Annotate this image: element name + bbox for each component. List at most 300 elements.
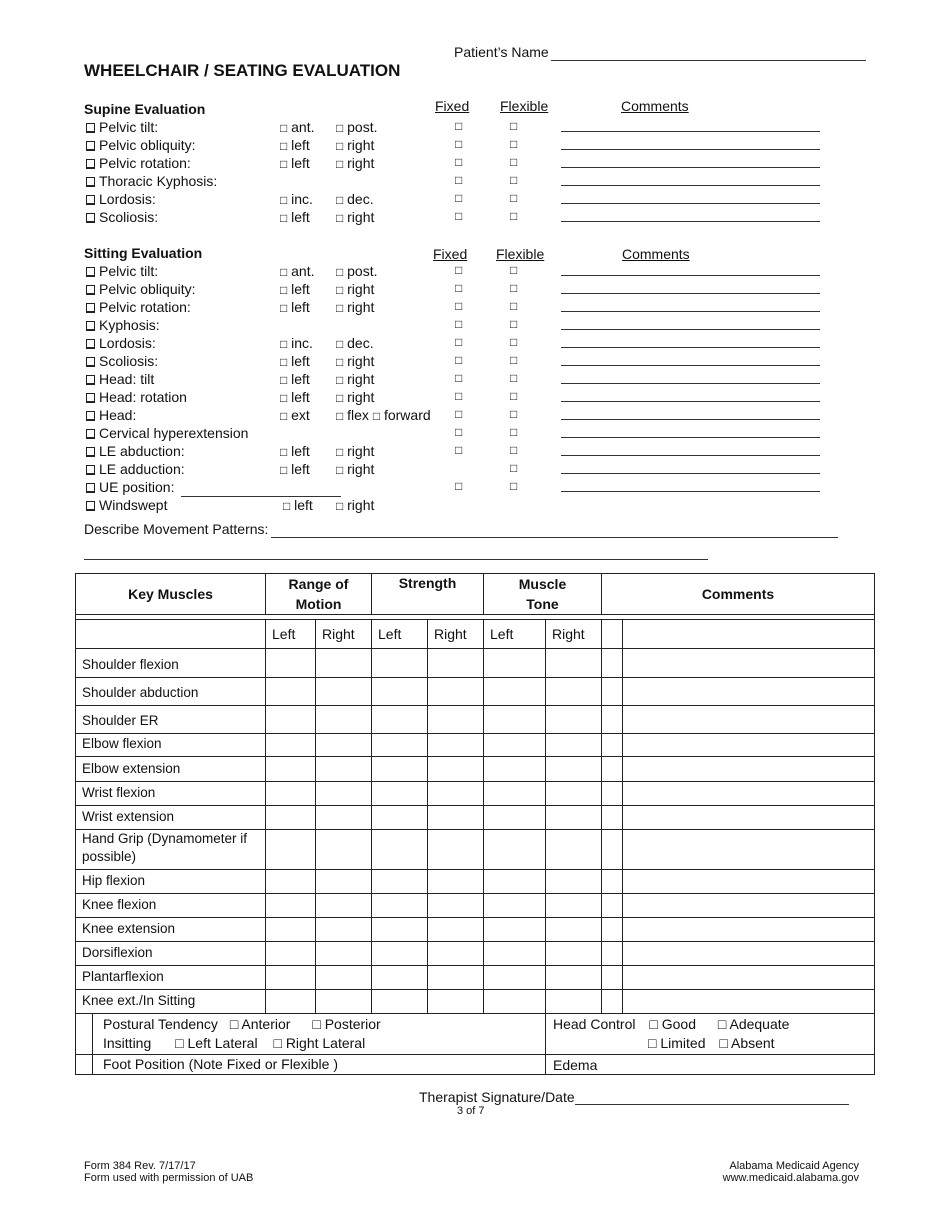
sitting-row-0-comment-field[interactable] [561,275,820,276]
sitting-row-6-flexible-checkbox[interactable]: □ [510,371,518,385]
sitting-row-6-comment-field[interactable] [561,383,820,384]
sitting-row-9-comment-field[interactable] [561,437,820,438]
supine-row-1-option1[interactable]: □ left [280,137,310,153]
table-cell[interactable] [316,894,372,918]
checkbox-icon[interactable] [86,159,95,169]
table-cell[interactable] [316,942,372,966]
table-cell[interactable] [602,757,623,782]
sitting-row-7-label[interactable] [86,389,187,405]
movement-patterns-field[interactable] [271,537,838,538]
permission-note: Form used with permission of UAB [84,1172,254,1184]
table-cell[interactable] [266,782,316,806]
sitting-row-13-label[interactable] [86,497,167,513]
sitting-row-2-label[interactable] [86,299,191,315]
supine-row-1-option2[interactable]: □ right [336,137,375,153]
table-cell[interactable] [484,990,546,1014]
table-cell[interactable] [266,678,316,706]
head-control-label: Head Control [553,1016,636,1032]
checkbox-icon[interactable] [86,393,95,403]
table-cell[interactable] [372,757,428,782]
table-cell[interactable] [372,706,428,734]
table-cell[interactable] [602,678,623,706]
table-cell[interactable] [372,918,428,942]
table-cell[interactable] [372,830,428,870]
sitting-row-10-option2[interactable]: □ right [336,443,375,459]
table-cell[interactable] [484,870,546,894]
table-cell[interactable] [428,678,484,706]
checkbox-icon[interactable] [86,357,95,367]
row-label: Thoracic Kyphosis: [99,173,218,189]
table-cell[interactable] [623,757,875,782]
row-label: UE position: [99,479,175,495]
supine-fixed-header: Fixed [435,98,470,114]
sitting-row-6-option1[interactable]: □ left [280,371,310,387]
table-row [76,870,875,894]
sitting-row-1-flexible-checkbox[interactable]: □ [510,281,518,295]
table-cell[interactable] [623,830,875,870]
movement-patterns-label: Describe Movement Patterns: [84,521,269,537]
therapist-signature-field[interactable] [575,1104,849,1105]
left-lateral-option[interactable]: □ Left Lateral [175,1035,258,1051]
sitting-row-9-fixed-checkbox[interactable]: □ [455,425,463,439]
table-cell[interactable] [372,942,428,966]
table-cell[interactable] [266,870,316,894]
table-row [76,757,875,782]
table-cell[interactable] [484,806,546,830]
sitting-row-0-option2[interactable]: □ post. [336,263,378,279]
table-cell[interactable] [372,734,428,757]
sitting-row-7-flexible-checkbox[interactable]: □ [510,389,518,403]
table-cell[interactable] [316,806,372,830]
supine-row-5-option2[interactable]: □ right [336,209,375,225]
checkbox-icon[interactable] [86,285,95,295]
rom-header-line2: Motion [295,596,342,612]
table-cell[interactable] [484,966,546,990]
table-cell[interactable] [484,942,546,966]
sitting-row-3-comment-field[interactable] [561,329,820,330]
checkbox-icon[interactable] [86,411,95,421]
sitting-row-9-label[interactable] [86,425,248,441]
sitting-row-9-flexible-checkbox[interactable]: □ [510,425,518,439]
sitting-row-7-option1[interactable]: □ left [280,389,310,405]
sitting-row-11-label[interactable] [86,461,185,477]
table-cell[interactable] [623,678,875,706]
table-cell[interactable] [484,894,546,918]
sitting-row-12-label[interactable] [86,479,174,495]
sitting-row-4-option2[interactable]: □ dec. [336,335,374,351]
table-cell[interactable] [428,649,484,678]
table-cell[interactable] [316,966,372,990]
sitting-row-11-option1[interactable]: □ left [280,461,310,477]
table-cell[interactable] [546,734,602,757]
sitting-row-1-label[interactable] [86,281,196,297]
sitting-row-11-option2[interactable]: □ right [336,461,375,477]
supine-row-4-label[interactable] [86,191,156,207]
limited-option[interactable]: □ Limited [648,1035,706,1051]
sitting-row-13-option2[interactable]: □ right [336,497,375,513]
tone-header-line1: Muscle [518,576,567,592]
table-cell[interactable] [372,870,428,894]
table-cell[interactable] [623,706,875,734]
supine-row-1-flexible-checkbox[interactable]: □ [510,137,518,151]
sitting-row-7-option2[interactable]: □ right [336,389,375,405]
sitting-row-0-label[interactable] [86,263,158,279]
table-cell[interactable] [546,757,602,782]
checkbox-icon[interactable] [86,267,95,277]
sitting-row-11-comment-field[interactable] [561,473,820,474]
absent-option[interactable]: □ Absent [719,1035,775,1051]
supine-row-2-option2[interactable]: □ right [336,155,375,171]
table-cell[interactable] [266,806,316,830]
table-cell[interactable] [428,782,484,806]
sitting-row-7-fixed-checkbox[interactable]: □ [455,389,463,403]
table-cell[interactable] [266,894,316,918]
supine-row-0-option2[interactable]: □ post. [336,119,378,135]
sitting-row-8-fixed-checkbox[interactable]: □ [455,407,463,421]
table-cell[interactable] [546,966,602,990]
table-cell[interactable] [372,678,428,706]
checkbox-icon[interactable] [86,213,95,223]
table-cell[interactable] [602,918,623,942]
sitting-row-12-fixed-checkbox[interactable]: □ [455,479,463,493]
sitting-row-6-option2[interactable]: □ right [336,371,375,387]
table-cell[interactable] [428,757,484,782]
supine-row-4-fixed-checkbox[interactable]: □ [455,191,463,205]
supine-row-5-option1[interactable]: □ left [280,209,310,225]
table-cell[interactable] [372,990,428,1014]
sitting-row-3-flexible-checkbox[interactable]: □ [510,317,518,331]
sitting-row-4-fixed-checkbox[interactable]: □ [455,335,463,349]
sitting-row-2-option1[interactable]: □ left [280,299,310,315]
row-label: Head: rotation [99,389,187,405]
table-cell[interactable] [602,806,623,830]
table-cell[interactable] [428,806,484,830]
sitting-row-2-comment-field[interactable] [561,311,820,312]
table-cell[interactable] [623,806,875,830]
sitting-row-4-comment-field[interactable] [561,347,820,348]
table-cell[interactable] [316,870,372,894]
supine-row-3-fixed-checkbox[interactable]: □ [455,173,463,187]
supine-row-2-option1[interactable]: □ left [280,155,310,171]
table-cell[interactable] [546,649,602,678]
table-cell[interactable] [316,649,372,678]
muscle-name: Knee ext./In Sitting [76,990,266,1014]
table-cell[interactable] [546,830,602,870]
table-cell[interactable] [316,918,372,942]
table-cell[interactable] [316,990,372,1014]
muscle-name: Wrist extension [76,806,266,830]
table-cell[interactable] [428,830,484,870]
table-cell[interactable] [602,966,623,990]
muscle-name: Knee extension [76,918,266,942]
table-cell[interactable] [623,990,875,1014]
supine-row-0-comment-field[interactable] [561,131,820,132]
supine-row-0-label[interactable] [86,119,158,135]
table-cell[interactable] [546,870,602,894]
table-cell[interactable] [602,649,623,678]
table-cell[interactable] [266,757,316,782]
sitting-row-7-comment-field[interactable] [561,401,820,402]
checkbox-icon[interactable] [86,195,95,205]
table-cell[interactable] [428,990,484,1014]
sitting-row-8-label[interactable] [86,407,136,423]
table-row [76,782,875,806]
checkbox-icon[interactable] [86,501,95,511]
row-label: Head: tilt [99,371,155,387]
table-row [76,734,875,757]
table-cell[interactable] [316,782,372,806]
rom-header [266,574,372,615]
sitting-row-10-fixed-checkbox[interactable]: □ [455,443,463,457]
table-cell[interactable] [372,782,428,806]
insitting-label: Insitting [103,1035,152,1051]
table-cell[interactable] [484,782,546,806]
sitting-row-5-label[interactable] [86,353,158,369]
table-cell[interactable] [266,990,316,1014]
sitting-row-0-fixed-checkbox[interactable]: □ [455,263,463,277]
row-label: Cervical hyperextension [99,425,249,441]
muscle-name: Hand Grip (Dynamometer if possible) [76,830,266,870]
sitting-row-5-fixed-checkbox[interactable]: □ [455,353,463,367]
sitting-row-2-flexible-checkbox[interactable]: □ [510,299,518,313]
sitting-row-5-comment-field[interactable] [561,365,820,366]
row-label: Pelvic tilt: [99,263,159,279]
table-cell[interactable] [372,806,428,830]
form-number: Form 384 Rev. 7/17/17 [84,1160,196,1172]
checkbox-icon[interactable] [86,447,95,457]
table-cell[interactable] [372,649,428,678]
table-cell[interactable] [546,918,602,942]
supine-row-0-option1[interactable]: □ ant. [280,119,315,135]
table-cell[interactable] [623,918,875,942]
supine-row-1-fixed-checkbox[interactable]: □ [455,137,463,151]
sitting-row-4-option1[interactable]: □ inc. [280,335,313,351]
table-cell[interactable] [484,734,546,757]
sitting-row-2-fixed-checkbox[interactable]: □ [455,299,463,313]
table-cell[interactable] [546,990,602,1014]
sitting-row-6-label[interactable] [86,371,154,387]
table-cell[interactable] [428,942,484,966]
posterior-option[interactable]: □ Posterior [312,1016,381,1032]
checkbox-icon[interactable] [86,465,95,475]
table-cell[interactable] [484,649,546,678]
sitting-row-5-option1[interactable]: □ left [280,353,310,369]
supine-flexible-header: Flexible [500,98,549,114]
supine-row-5-flexible-checkbox[interactable]: □ [510,209,518,223]
table-cell[interactable] [484,678,546,706]
table-cell[interactable] [266,649,316,678]
table-cell[interactable] [428,894,484,918]
sitting-row-0-flexible-checkbox[interactable]: □ [510,263,518,277]
agency-name: Alabama Medicaid Agency [729,1160,859,1172]
sitting-row-1-option2[interactable]: □ right [336,281,375,297]
checkbox-icon[interactable] [86,123,95,133]
sitting-row-8-option1[interactable]: □ ext [280,407,310,423]
table-cell[interactable] [484,757,546,782]
patient-name-field[interactable] [551,60,866,61]
row-label: LE abduction: [99,443,185,459]
table-cell[interactable] [602,734,623,757]
sitting-title: Sitting Evaluation [84,245,203,261]
sitting-row-3-label[interactable] [86,317,160,333]
sitting-row-10-label[interactable] [86,443,185,459]
sitting-row-10-option1[interactable]: □ left [280,443,310,459]
table-cell[interactable] [623,870,875,894]
table-cell[interactable] [623,894,875,918]
sitting-row-12-comment-field[interactable] [561,491,820,492]
supine-row-5-fixed-checkbox[interactable]: □ [455,209,463,223]
checkbox-icon[interactable] [86,303,95,313]
table-cell[interactable] [266,706,316,734]
sitting-row-0-option1[interactable]: □ ant. [280,263,315,279]
checkbox-icon[interactable] [86,375,95,385]
table-cell[interactable] [316,734,372,757]
sitting-row-12-flexible-checkbox[interactable]: □ [510,479,518,493]
sitting-row-11-flexible-checkbox[interactable]: □ [510,461,518,475]
table-cell[interactable] [602,830,623,870]
muscle-name: Elbow flexion [76,734,266,757]
supine-row-3-comment-field[interactable] [561,185,820,186]
table-cell[interactable] [428,870,484,894]
supine-row-2-label[interactable] [86,155,191,171]
checkbox-icon[interactable] [86,339,95,349]
table-cell[interactable] [316,757,372,782]
table-cell[interactable] [602,990,623,1014]
patient-name-label: Patient’s Name [454,44,549,60]
anterior-option[interactable]: □ Anterior [229,1016,291,1032]
sitting-row-5-option2[interactable]: □ right [336,353,375,369]
sitting-row-4-label[interactable] [86,335,156,351]
sitting-row-1-option1[interactable]: □ left [280,281,310,297]
muscle-name: Shoulder flexion [76,649,266,678]
foot-position-label: Foot Position (Note Fixed or Flexible ) [103,1056,338,1072]
table-cell[interactable] [623,782,875,806]
supine-row-0-fixed-checkbox[interactable]: □ [455,119,463,133]
sitting-row-1-fixed-checkbox[interactable]: □ [455,281,463,295]
ue-position-field[interactable] [181,496,341,497]
table-cell[interactable] [546,942,602,966]
sitting-row-10-comment-field[interactable] [561,455,820,456]
checkbox-icon[interactable] [86,141,95,151]
table-cell[interactable] [372,894,428,918]
supine-row-2-fixed-checkbox[interactable]: □ [455,155,463,169]
supine-row-1-label[interactable] [86,137,196,153]
table-cell[interactable] [623,734,875,757]
sitting-row-8-comment-field[interactable] [561,419,820,420]
checkbox-icon[interactable] [86,177,95,187]
table-cell[interactable] [316,706,372,734]
good-option[interactable]: □ Good [649,1016,696,1032]
table-row [76,706,875,734]
sitting-row-10-flexible-checkbox[interactable]: □ [510,443,518,457]
table-row [76,966,875,990]
table-cell[interactable] [428,918,484,942]
supine-row-5-label[interactable] [86,209,158,225]
table-cell[interactable] [428,734,484,757]
right-lateral-option[interactable]: □ Right Lateral [273,1035,366,1051]
table-cell[interactable] [372,966,428,990]
key-muscles-header: Key Muscles [76,574,266,615]
sitting-row-3-fixed-checkbox[interactable]: □ [455,317,463,331]
table-cell[interactable] [484,918,546,942]
checkbox-icon[interactable] [86,483,95,493]
sitting-row-5-flexible-checkbox[interactable]: □ [510,353,518,367]
sitting-row-4-flexible-checkbox[interactable]: □ [510,335,518,349]
sitting-row-8-flexible-checkbox[interactable]: □ [510,407,518,421]
row-label: Pelvic rotation: [99,299,191,315]
supine-row-4-option2[interactable]: □ dec. [336,191,374,207]
rom-right-header: Right [316,620,372,649]
supine-row-5-comment-field[interactable] [561,221,820,222]
table-cell[interactable] [546,706,602,734]
table-cell[interactable] [602,870,623,894]
tone-right-header: Right [546,620,602,649]
table-cell[interactable] [484,830,546,870]
tone-left-header: Left [484,620,546,649]
table-cell[interactable] [316,830,372,870]
sitting-row-13-option1[interactable]: □ left [283,497,313,513]
supine-row-4-option1[interactable]: □ inc. [280,191,313,207]
table-cell[interactable] [546,782,602,806]
supine-row-2-flexible-checkbox[interactable]: □ [510,155,518,169]
movement-patterns-field-2[interactable] [84,559,708,560]
table-cell[interactable] [602,782,623,806]
table-cell[interactable] [623,966,875,990]
table-row [76,990,875,1014]
supine-row-2-comment-field[interactable] [561,167,820,168]
row-label: Pelvic obliquity: [99,281,196,297]
supine-row-0-flexible-checkbox[interactable]: □ [510,119,518,133]
checkbox-icon[interactable] [86,429,95,439]
table-cell[interactable] [266,918,316,942]
table-cell[interactable] [428,966,484,990]
table-cell[interactable] [602,942,623,966]
row-label: Scoliosis: [99,353,159,369]
row-label: Lordosis: [99,191,156,207]
table-row [76,806,875,830]
sitting-comments-header: Comments [622,246,690,262]
supine-row-4-flexible-checkbox[interactable]: □ [510,191,518,205]
supine-row-3-flexible-checkbox[interactable]: □ [510,173,518,187]
table-cell[interactable] [623,942,875,966]
muscle-name: Hip flexion [76,870,266,894]
table-cell[interactable] [546,678,602,706]
row-label: Windswept [99,497,168,513]
table-cell[interactable] [266,942,316,966]
table-cell[interactable] [428,706,484,734]
table-cell[interactable] [266,734,316,757]
table-cell[interactable] [602,894,623,918]
adequate-option[interactable]: □ Adequate [717,1016,790,1032]
table-row [76,678,875,706]
checkbox-icon[interactable] [86,321,95,331]
sitting-row-2-option2[interactable]: □ right [336,299,375,315]
table-cell[interactable] [602,706,623,734]
sitting-row-8-option2[interactable]: □ flex □ forward [336,407,431,423]
supine-row-1-comment-field[interactable] [561,149,820,150]
table-cell[interactable] [266,966,316,990]
supine-row-3-label[interactable] [86,173,217,189]
table-cell[interactable] [546,806,602,830]
table-cell[interactable] [484,706,546,734]
table-cell[interactable] [546,894,602,918]
table-cell[interactable] [266,830,316,870]
sitting-row-1-comment-field[interactable] [561,293,820,294]
sitting-row-6-fixed-checkbox[interactable]: □ [455,371,463,385]
table-cell[interactable] [623,649,875,678]
table-cell[interactable] [316,678,372,706]
supine-row-4-comment-field[interactable] [561,203,820,204]
